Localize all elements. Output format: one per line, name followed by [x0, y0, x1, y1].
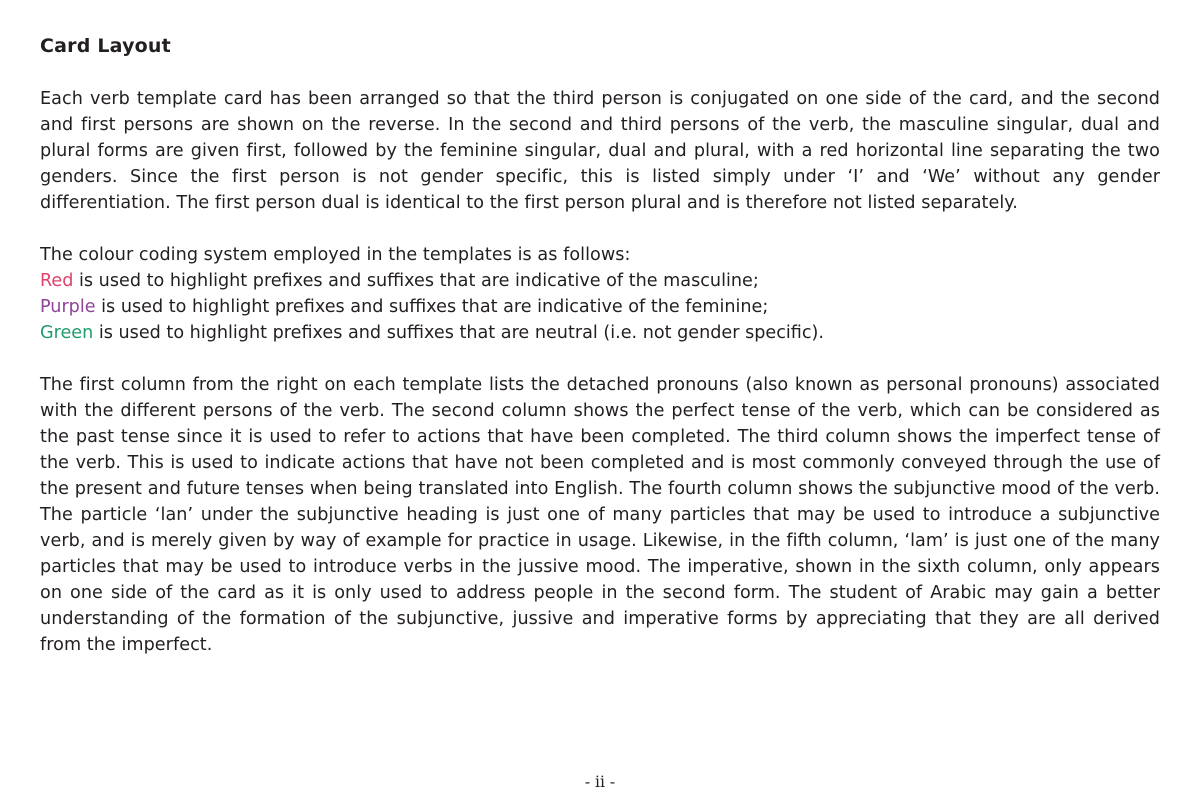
colour-description-red: is used to highlight prefixes and suffixes that are indicative of the masculine;	[73, 270, 759, 291]
colour-coding-item	[40, 320, 1160, 346]
colour-name-purple: Purple	[40, 296, 96, 317]
colour-coding-item	[40, 294, 1160, 320]
page-number: - ii -	[584, 773, 616, 791]
paragraph-columns: The first column from the right on each template lists the detached pronouns (also known as personal pronouns) associated with the different persons of the verb. The second column shows the perfect tense of the verb, which can be considered as the past tense since it is used to refer to actions that have been completed. The third column shows the imperfect tense of the verb. This is used to indicate actions that have not been completed and is most commonly conveyed through the use of the present and future tenses when being translated into English. The fourth column shows the subjunctive mood of the verb. The particle ‘lan’ under the subjunctive heading is just one of many particles that may be used to introduce a subjunctive verb, and is merely given by way of example for practice in usage. Likewise, in the fifth column, ‘lam’ is just one of the many particles that may be used to introduce verbs in the jussive mood. The imperative, shown in the sixth column, only appears on one side of the card as it is only used to address people in the second form. The student of Arabic may gain a better understanding of the formation of the subjunctive, jussive and imperative forms by appreciating that they are all derived from the imperfect.	[40, 374, 1160, 655]
spacer	[40, 346, 1160, 372]
colour-description-purple: is used to highlight prefixes and suffixes that are indicative of the feminine;	[95, 296, 769, 317]
colour-name-red: Red	[40, 270, 74, 291]
paragraph-intro: Each verb template card has been arranged so that the third person is conjugated on one side of the card, and the second and first persons are shown on the reverse. In the second and third persons of the verb, the masculine singular, dual and plural forms are given first, followed by the feminine singular, dual and plural, with a red horizontal line separating the two genders. Since the first person is not gender specific, this is listed simply under ‘I’ and ‘We’ without any gender differentiation. The first person dual is identical to the first person plural and is therefore not listed separately.	[40, 88, 1160, 213]
spacer	[40, 216, 1160, 242]
colour-name-green: Green	[40, 322, 94, 343]
page-title: Card Layout	[40, 35, 171, 57]
paragraph-colour-intro: The colour coding system employed in the templates is as follows:	[40, 244, 631, 265]
colour-description-green: is used to highlight prefixes and suffixes that are neutral (i.e. not gender specific).	[93, 322, 825, 343]
colour-coding-item	[40, 268, 1160, 294]
page-footer	[0, 773, 1200, 791]
colour-coding-list	[40, 268, 1160, 346]
spacer	[40, 59, 1160, 86]
